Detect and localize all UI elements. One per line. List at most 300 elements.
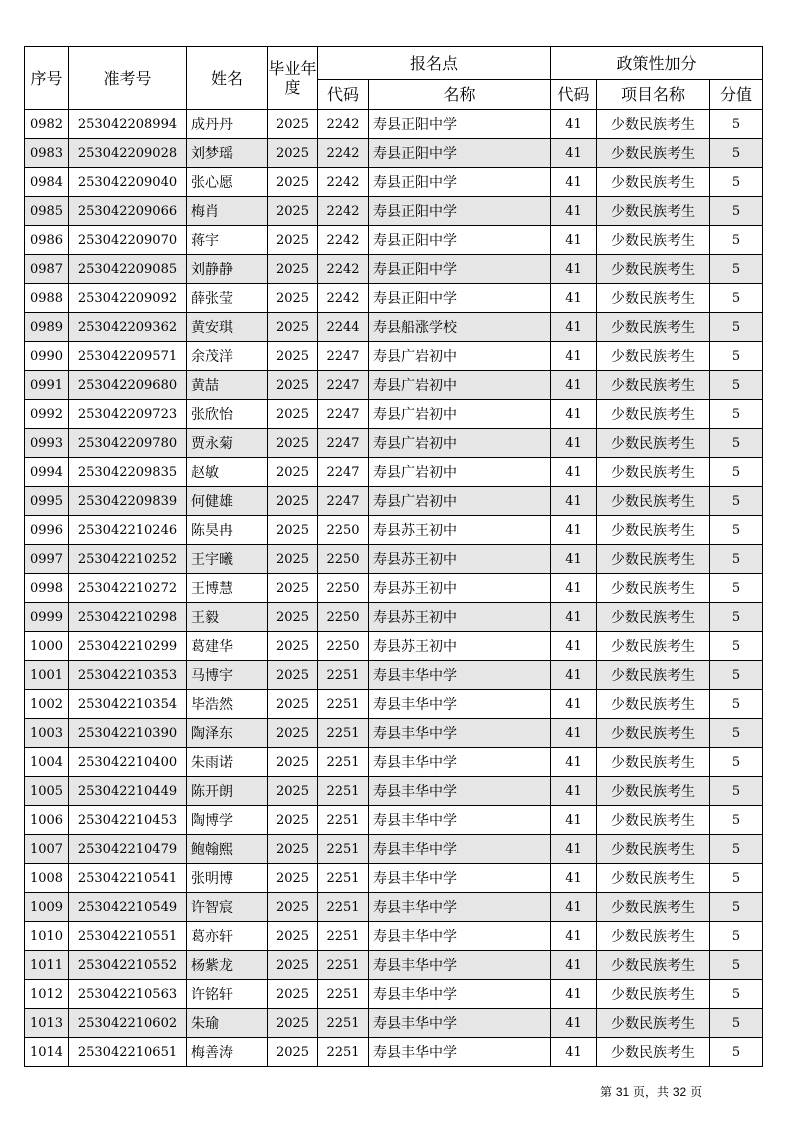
cell-site-name: 寿县正阳中学: [369, 197, 551, 226]
cell-exam-no: 253042209040: [69, 168, 187, 197]
table-row: [25, 632, 763, 661]
table-row: [25, 864, 763, 893]
cell-policy-code: 41: [551, 139, 597, 168]
cell-name: 张明博: [187, 864, 268, 893]
table-row: [25, 400, 763, 429]
footer-mid: 页，共: [633, 1085, 670, 1099]
cell-site-name: 寿县丰华中学: [369, 893, 551, 922]
table-row: [25, 603, 763, 632]
cell-exam-no: 253042209835: [69, 458, 187, 487]
cell-policy-item: 少数民族考生: [597, 487, 710, 516]
table-row: [25, 835, 763, 864]
cell-exam-no: 253042210272: [69, 574, 187, 603]
cell-name: 张心愿: [187, 168, 268, 197]
cell-name: 葛建华: [187, 632, 268, 661]
cell-policy-score: 5: [710, 922, 763, 951]
cell-grad-year: 2025: [268, 255, 318, 284]
cell-seq: 0982: [25, 110, 69, 139]
cell-grad-year: 2025: [268, 458, 318, 487]
cell-name: 贾永菊: [187, 429, 268, 458]
cell-site-code: 2251: [318, 748, 369, 777]
cell-grad-year: 2025: [268, 893, 318, 922]
cell-name: 梅肖: [187, 197, 268, 226]
cell-policy-score: 5: [710, 603, 763, 632]
cell-policy-code: 41: [551, 777, 597, 806]
cell-seq: 1013: [25, 1009, 69, 1038]
header-policy-score: 分值: [710, 80, 763, 110]
cell-policy-code: 41: [551, 980, 597, 1009]
cell-policy-item: 少数民族考生: [597, 603, 710, 632]
table-row: [25, 458, 763, 487]
cell-exam-no: 253042210479: [69, 835, 187, 864]
cell-policy-item: 少数民族考生: [597, 951, 710, 980]
cell-exam-no: 253042210400: [69, 748, 187, 777]
cell-policy-score: 5: [710, 342, 763, 371]
cell-policy-item: 少数民族考生: [597, 806, 710, 835]
cell-policy-code: 41: [551, 400, 597, 429]
cell-grad-year: 2025: [268, 371, 318, 400]
cell-policy-item: 少数民族考生: [597, 371, 710, 400]
cell-exam-no: 253042210602: [69, 1009, 187, 1038]
cell-site-name: 寿县丰华中学: [369, 922, 551, 951]
cell-grad-year: 2025: [268, 545, 318, 574]
cell-site-code: 2247: [318, 342, 369, 371]
cell-policy-item: 少数民族考生: [597, 661, 710, 690]
cell-grad-year: 2025: [268, 139, 318, 168]
cell-site-name: 寿县苏王初中: [369, 545, 551, 574]
cell-name: 鲍翰熙: [187, 835, 268, 864]
table-row: [25, 719, 763, 748]
cell-name: 薛张莹: [187, 284, 268, 313]
cell-grad-year: 2025: [268, 748, 318, 777]
cell-grad-year: 2025: [268, 864, 318, 893]
cell-policy-code: 41: [551, 313, 597, 342]
cell-site-code: 2251: [318, 661, 369, 690]
cell-seq: 1005: [25, 777, 69, 806]
cell-name: 陈开朗: [187, 777, 268, 806]
cell-policy-item: 少数民族考生: [597, 777, 710, 806]
cell-seq: 0993: [25, 429, 69, 458]
cell-name: 马博宇: [187, 661, 268, 690]
cell-exam-no: 253042210252: [69, 545, 187, 574]
cell-name: 刘梦瑶: [187, 139, 268, 168]
cell-seq: 1003: [25, 719, 69, 748]
cell-exam-no: 253042210563: [69, 980, 187, 1009]
cell-site-code: 2251: [318, 980, 369, 1009]
cell-site-code: 2242: [318, 197, 369, 226]
cell-site-code: 2247: [318, 458, 369, 487]
cell-policy-score: 5: [710, 487, 763, 516]
cell-seq: 0996: [25, 516, 69, 545]
table-row: [25, 1009, 763, 1038]
cell-policy-score: 5: [710, 458, 763, 487]
cell-policy-score: 5: [710, 574, 763, 603]
cell-grad-year: 2025: [268, 400, 318, 429]
cell-policy-score: 5: [710, 284, 763, 313]
footer-suffix: 页: [690, 1085, 703, 1099]
cell-policy-score: 5: [710, 139, 763, 168]
cell-seq: 0995: [25, 487, 69, 516]
cell-policy-score: 5: [710, 777, 763, 806]
cell-exam-no: 253042210453: [69, 806, 187, 835]
cell-policy-score: 5: [710, 313, 763, 342]
cell-grad-year: 2025: [268, 980, 318, 1009]
cell-policy-score: 5: [710, 400, 763, 429]
cell-exam-no: 253042210354: [69, 690, 187, 719]
cell-policy-item: 少数民族考生: [597, 980, 710, 1009]
cell-site-name: 寿县苏王初中: [369, 603, 551, 632]
table-row: [25, 139, 763, 168]
table-row: [25, 661, 763, 690]
cell-site-code: 2242: [318, 255, 369, 284]
cell-site-code: 2247: [318, 429, 369, 458]
candidate-table: [24, 46, 763, 1067]
cell-policy-score: 5: [710, 748, 763, 777]
footer-prefix: 第: [600, 1085, 613, 1099]
cell-policy-item: 少数民族考生: [597, 342, 710, 371]
cell-seq: 0994: [25, 458, 69, 487]
table-row: [25, 226, 763, 255]
cell-seq: 1000: [25, 632, 69, 661]
cell-site-name: 寿县丰华中学: [369, 951, 551, 980]
table-row: [25, 487, 763, 516]
cell-policy-code: 41: [551, 110, 597, 139]
cell-exam-no: 253042208994: [69, 110, 187, 139]
table-row: [25, 777, 763, 806]
cell-policy-item: 少数民族考生: [597, 197, 710, 226]
cell-policy-score: 5: [710, 1009, 763, 1038]
cell-name: 毕浩然: [187, 690, 268, 719]
cell-policy-code: 41: [551, 719, 597, 748]
cell-grad-year: 2025: [268, 777, 318, 806]
cell-exam-no: 253042210541: [69, 864, 187, 893]
cell-exam-no: 253042209066: [69, 197, 187, 226]
cell-site-code: 2251: [318, 922, 369, 951]
table-row: [25, 893, 763, 922]
header-policy-code: 代码: [551, 80, 597, 110]
cell-site-code: 2244: [318, 313, 369, 342]
table-row: [25, 516, 763, 545]
cell-exam-no: 253042210298: [69, 603, 187, 632]
cell-seq: 0983: [25, 139, 69, 168]
cell-name: 余茂洋: [187, 342, 268, 371]
cell-grad-year: 2025: [268, 487, 318, 516]
cell-policy-code: 41: [551, 429, 597, 458]
cell-policy-item: 少数民族考生: [597, 284, 710, 313]
cell-exam-no: 253042209839: [69, 487, 187, 516]
cell-seq: 0986: [25, 226, 69, 255]
cell-grad-year: 2025: [268, 197, 318, 226]
cell-policy-score: 5: [710, 835, 763, 864]
cell-site-code: 2250: [318, 516, 369, 545]
cell-site-name: 寿县广岩初中: [369, 342, 551, 371]
cell-name: 王博慧: [187, 574, 268, 603]
cell-exam-no: 253042210552: [69, 951, 187, 980]
cell-policy-code: 41: [551, 255, 597, 284]
cell-policy-code: 41: [551, 864, 597, 893]
cell-policy-code: 41: [551, 1038, 597, 1067]
cell-policy-code: 41: [551, 893, 597, 922]
cell-grad-year: 2025: [268, 168, 318, 197]
cell-site-code: 2242: [318, 139, 369, 168]
cell-grad-year: 2025: [268, 806, 318, 835]
header-grad-year: 毕业年度: [268, 47, 318, 110]
cell-policy-score: 5: [710, 110, 763, 139]
cell-site-name: 寿县正阳中学: [369, 255, 551, 284]
header-reg-code: 代码: [318, 80, 369, 110]
cell-policy-item: 少数民族考生: [597, 313, 710, 342]
cell-policy-code: 41: [551, 342, 597, 371]
page-footer: [600, 1083, 702, 1100]
cell-name: 张欣怡: [187, 400, 268, 429]
cell-site-code: 2251: [318, 893, 369, 922]
cell-site-code: 2247: [318, 371, 369, 400]
cell-site-name: 寿县丰华中学: [369, 980, 551, 1009]
cell-site-name: 寿县船涨学校: [369, 313, 551, 342]
cell-site-name: 寿县丰华中学: [369, 864, 551, 893]
cell-grad-year: 2025: [268, 835, 318, 864]
cell-site-code: 2250: [318, 603, 369, 632]
cell-policy-score: 5: [710, 197, 763, 226]
cell-site-code: 2242: [318, 110, 369, 139]
cell-seq: 0990: [25, 342, 69, 371]
cell-exam-no: 253042209085: [69, 255, 187, 284]
cell-grad-year: 2025: [268, 342, 318, 371]
cell-site-name: 寿县苏王初中: [369, 574, 551, 603]
cell-seq: 0988: [25, 284, 69, 313]
cell-policy-code: 41: [551, 661, 597, 690]
cell-policy-item: 少数民族考生: [597, 748, 710, 777]
cell-site-code: 2251: [318, 777, 369, 806]
cell-policy-item: 少数民族考生: [597, 139, 710, 168]
cell-site-name: 寿县广岩初中: [369, 458, 551, 487]
cell-grad-year: 2025: [268, 603, 318, 632]
table-row: [25, 545, 763, 574]
cell-site-code: 2251: [318, 690, 369, 719]
cell-grad-year: 2025: [268, 284, 318, 313]
cell-grad-year: 2025: [268, 574, 318, 603]
cell-seq: 1007: [25, 835, 69, 864]
cell-exam-no: 253042209070: [69, 226, 187, 255]
cell-policy-score: 5: [710, 545, 763, 574]
cell-exam-no: 253042209092: [69, 284, 187, 313]
cell-grad-year: 2025: [268, 516, 318, 545]
cell-policy-code: 41: [551, 168, 597, 197]
cell-site-code: 2247: [318, 487, 369, 516]
cell-site-code: 2242: [318, 284, 369, 313]
cell-policy-item: 少数民族考生: [597, 168, 710, 197]
cell-seq: 0984: [25, 168, 69, 197]
cell-site-name: 寿县丰华中学: [369, 1009, 551, 1038]
cell-site-name: 寿县正阳中学: [369, 110, 551, 139]
cell-seq: 0991: [25, 371, 69, 400]
cell-policy-score: 5: [710, 1038, 763, 1067]
cell-grad-year: 2025: [268, 110, 318, 139]
cell-exam-no: 253042209723: [69, 400, 187, 429]
cell-site-name: 寿县广岩初中: [369, 400, 551, 429]
cell-site-name: 寿县丰华中学: [369, 835, 551, 864]
cell-name: 许铭轩: [187, 980, 268, 1009]
cell-site-code: 2251: [318, 806, 369, 835]
cell-seq: 1002: [25, 690, 69, 719]
cell-grad-year: 2025: [268, 951, 318, 980]
cell-site-name: 寿县广岩初中: [369, 487, 551, 516]
cell-exam-no: 253042210390: [69, 719, 187, 748]
cell-policy-code: 41: [551, 487, 597, 516]
cell-site-name: 寿县丰华中学: [369, 748, 551, 777]
cell-exam-no: 253042209571: [69, 342, 187, 371]
cell-site-code: 2247: [318, 400, 369, 429]
footer-total-pages: 32: [672, 1085, 687, 1099]
cell-site-code: 2251: [318, 1038, 369, 1067]
header-reg-name: 名称: [369, 80, 551, 110]
cell-site-code: 2251: [318, 951, 369, 980]
cell-policy-score: 5: [710, 893, 763, 922]
cell-name: 黄喆: [187, 371, 268, 400]
cell-policy-score: 5: [710, 719, 763, 748]
cell-site-name: 寿县正阳中学: [369, 139, 551, 168]
cell-seq: 0987: [25, 255, 69, 284]
cell-policy-score: 5: [710, 168, 763, 197]
cell-exam-no: 253042210299: [69, 632, 187, 661]
cell-policy-item: 少数民族考生: [597, 458, 710, 487]
cell-site-code: 2250: [318, 545, 369, 574]
cell-exam-no: 253042210449: [69, 777, 187, 806]
header-reg-point: 报名点: [318, 47, 551, 80]
cell-site-name: 寿县正阳中学: [369, 168, 551, 197]
footer-page-number: 31: [615, 1085, 630, 1099]
cell-policy-score: 5: [710, 371, 763, 400]
cell-policy-item: 少数民族考生: [597, 719, 710, 748]
header-policy-bonus: 政策性加分: [551, 47, 763, 80]
cell-name: 杨紫龙: [187, 951, 268, 980]
table-row: [25, 980, 763, 1009]
cell-name: 黄安琪: [187, 313, 268, 342]
cell-grad-year: 2025: [268, 313, 318, 342]
cell-exam-no: 253042209362: [69, 313, 187, 342]
cell-policy-item: 少数民族考生: [597, 864, 710, 893]
cell-policy-score: 5: [710, 690, 763, 719]
header-policy-item: 项目名称: [597, 80, 710, 110]
cell-name: 陈昊冉: [187, 516, 268, 545]
cell-seq: 0997: [25, 545, 69, 574]
cell-seq: 0999: [25, 603, 69, 632]
table-row: [25, 255, 763, 284]
cell-policy-item: 少数民族考生: [597, 690, 710, 719]
cell-policy-item: 少数民族考生: [597, 255, 710, 284]
cell-site-name: 寿县正阳中学: [369, 284, 551, 313]
table-row: [25, 168, 763, 197]
cell-policy-item: 少数民族考生: [597, 632, 710, 661]
cell-exam-no: 253042209028: [69, 139, 187, 168]
cell-name: 成丹丹: [187, 110, 268, 139]
header-exam-no: 准考号: [69, 47, 187, 110]
table-row: [25, 429, 763, 458]
table-row: [25, 371, 763, 400]
cell-name: 梅善涛: [187, 1038, 268, 1067]
cell-site-code: 2251: [318, 719, 369, 748]
cell-name: 何健雄: [187, 487, 268, 516]
cell-exam-no: 253042210651: [69, 1038, 187, 1067]
cell-grad-year: 2025: [268, 429, 318, 458]
cell-policy-code: 41: [551, 226, 597, 255]
table-body: [25, 110, 763, 1067]
cell-seq: 0985: [25, 197, 69, 226]
header-name: 姓名: [187, 47, 268, 110]
cell-name: 陶泽东: [187, 719, 268, 748]
cell-policy-score: 5: [710, 429, 763, 458]
cell-policy-code: 41: [551, 603, 597, 632]
cell-name: 王毅: [187, 603, 268, 632]
cell-seq: 1009: [25, 893, 69, 922]
cell-grad-year: 2025: [268, 1038, 318, 1067]
cell-seq: 1014: [25, 1038, 69, 1067]
cell-policy-score: 5: [710, 951, 763, 980]
cell-policy-code: 41: [551, 458, 597, 487]
table-row: [25, 574, 763, 603]
cell-site-name: 寿县广岩初中: [369, 371, 551, 400]
cell-policy-score: 5: [710, 226, 763, 255]
cell-seq: 0992: [25, 400, 69, 429]
cell-policy-score: 5: [710, 661, 763, 690]
table-row: [25, 922, 763, 951]
cell-site-code: 2242: [318, 226, 369, 255]
cell-policy-code: 41: [551, 632, 597, 661]
cell-seq: 0998: [25, 574, 69, 603]
table-row: [25, 313, 763, 342]
cell-name: 王宇曦: [187, 545, 268, 574]
table-row: [25, 197, 763, 226]
cell-seq: 1012: [25, 980, 69, 1009]
cell-policy-code: 41: [551, 545, 597, 574]
cell-site-name: 寿县丰华中学: [369, 777, 551, 806]
cell-grad-year: 2025: [268, 632, 318, 661]
cell-policy-code: 41: [551, 516, 597, 545]
cell-site-code: 2251: [318, 835, 369, 864]
cell-seq: 1011: [25, 951, 69, 980]
table-row: [25, 748, 763, 777]
cell-site-code: 2251: [318, 864, 369, 893]
cell-exam-no: 253042209680: [69, 371, 187, 400]
cell-seq: 1010: [25, 922, 69, 951]
cell-seq: 1004: [25, 748, 69, 777]
cell-site-code: 2250: [318, 632, 369, 661]
cell-site-name: 寿县丰华中学: [369, 690, 551, 719]
cell-seq: 1006: [25, 806, 69, 835]
cell-policy-item: 少数民族考生: [597, 545, 710, 574]
cell-policy-code: 41: [551, 922, 597, 951]
cell-policy-code: 41: [551, 574, 597, 603]
cell-policy-item: 少数民族考生: [597, 226, 710, 255]
cell-policy-score: 5: [710, 255, 763, 284]
cell-site-name: 寿县正阳中学: [369, 226, 551, 255]
table-row: [25, 1038, 763, 1067]
cell-exam-no: 253042210551: [69, 922, 187, 951]
cell-name: 蒋宇: [187, 226, 268, 255]
cell-policy-code: 41: [551, 371, 597, 400]
cell-site-code: 2242: [318, 168, 369, 197]
cell-policy-item: 少数民族考生: [597, 574, 710, 603]
cell-site-code: 2251: [318, 1009, 369, 1038]
cell-grad-year: 2025: [268, 690, 318, 719]
cell-site-name: 寿县苏王初中: [369, 516, 551, 545]
cell-policy-item: 少数民族考生: [597, 922, 710, 951]
cell-policy-item: 少数民族考生: [597, 110, 710, 139]
table-row: [25, 284, 763, 313]
cell-name: 赵敏: [187, 458, 268, 487]
cell-grad-year: 2025: [268, 661, 318, 690]
cell-name: 朱瑜: [187, 1009, 268, 1038]
